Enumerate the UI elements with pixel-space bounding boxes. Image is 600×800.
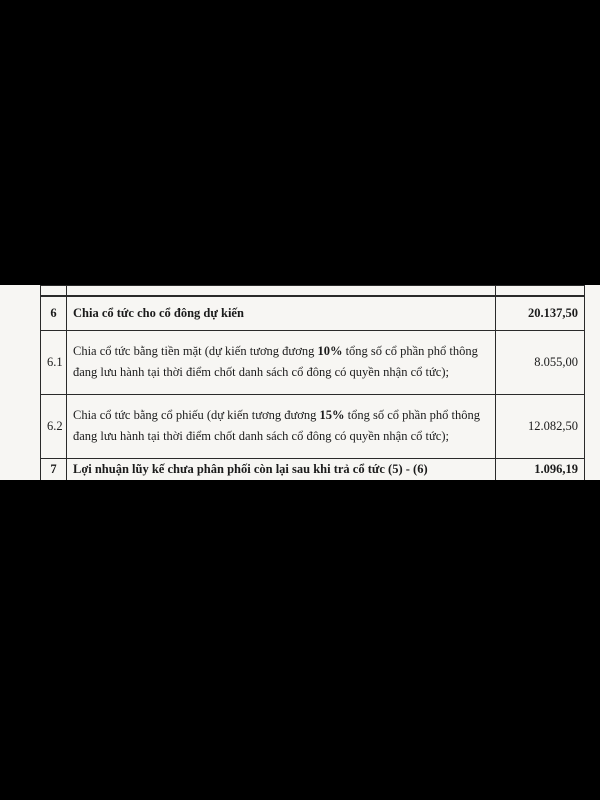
cell-amount: 12.082,50 [496,394,585,458]
percent-value: 10% [317,344,343,358]
cell-no: 7 [41,458,67,480]
cell-amount [496,286,585,297]
desc-text: tổng số cổ phần phổ thông đang lưu hành tại thời điểm chốt danh sách cổ đông có quyền nhận cổ tức); [73,408,480,443]
cell-desc: Chia cổ tức cho cổ đông dự kiến [67,296,496,330]
cell-no: 6.1 [41,330,67,394]
document-strip [0,285,600,480]
cell-amount: 1.096,19 [496,458,585,480]
cell-amount: 8.055,00 [496,330,585,394]
cell-desc [67,286,496,297]
table-row [41,458,585,480]
dividend-table [40,285,585,480]
percent-value: 15% [319,408,345,422]
desc-text: Chia cổ tức bằng tiền mặt (dự kiến tương đương [73,344,318,358]
table-row-partial [41,286,585,297]
cell-no: 6.2 [41,394,67,458]
cell-no [41,286,67,297]
desc-text: Chia cổ tức bằng cổ phiếu (dự kiến tương đương [73,408,320,422]
cell-amount: 20.137,50 [496,296,585,330]
cell-desc [67,330,496,394]
table-row [41,296,585,330]
cell-no: 6 [41,296,67,330]
desc-text: tổng số cổ phần phổ thông đang lưu hành tại thời điểm chốt danh sách cổ đông có quyền nhận cổ tức); [73,344,478,379]
cell-desc [67,394,496,458]
cell-desc: Lợi nhuận lũy kế chưa phân phối còn lại sau khi trả cổ tức (5) - (6) [67,458,496,480]
table-row [41,394,585,458]
table-row [41,330,585,394]
